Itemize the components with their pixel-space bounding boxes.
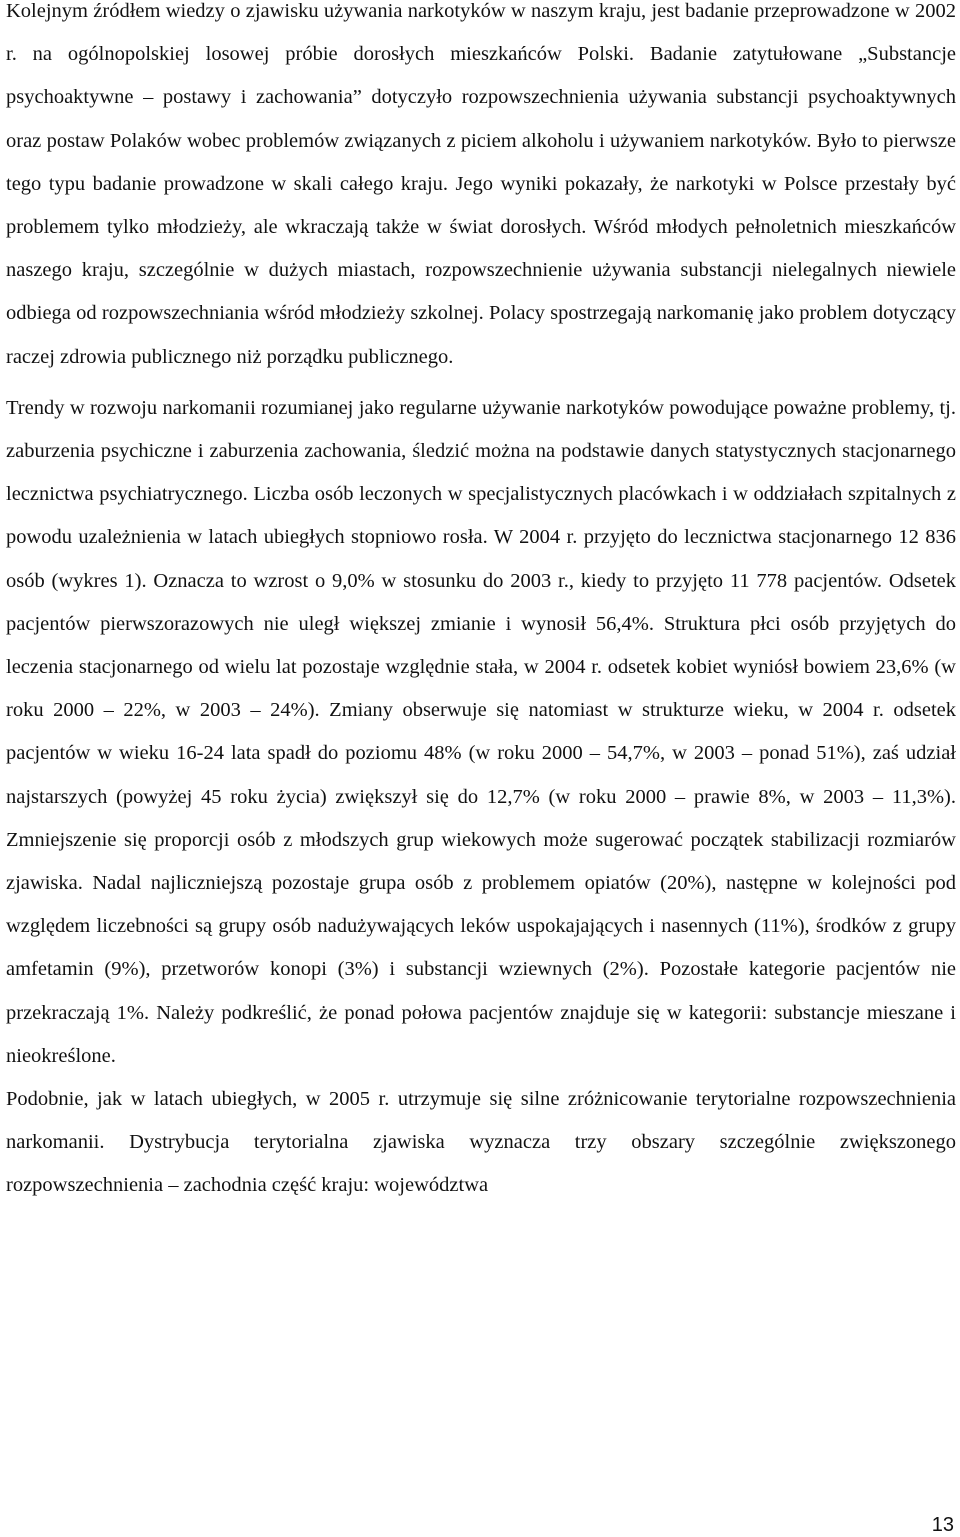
page-number: 13 (931, 1514, 954, 1536)
document-page (6, 0, 956, 1208)
paragraph-drug-survey: Kolejnym źródłem wiedzy o zjawisku używania narkotyków w naszym kraju, jest badanie przeprowadzone w 2002 r. na ogólnopolskiej losowej próbie dorosłych mieszkańców Polski. Badanie zatytułowane „Substancje psychoaktywne – postawy i zachowania” dotyczyło rozpowszechnienia używania substancji psychoaktywnych oraz postaw Polaków wobec problemów związanych z piciem alkoholu i używaniem narkotyków. Było to pierwsze tego typu badanie prowadzone w skali całego kraju. Jego wyniki pokazały, że narkotyki w Polsce przestały być problemem tylko młodzieży, ale wkraczają także w świat dorosłych. Wśród młodych pełnoletnich mieszkańców naszego kraju, szczególnie w dużych miastach, rozpowszechnienie używania substancji nielegalnych niewiele odbiega od rozpowszechniania wśród młodzieży szkolnej. Polacy spostrzegają narkomanię jako problem dotyczący raczej zdrowia publicznego niż porządku publicznego. (6, 0, 956, 368)
paragraph-treatment-trends: Trendy w rozwoju narkomanii rozumianej jako regularne używanie narkotyków powodujące poważne problemy, tj. zaburzenia psychiczne i zaburzenia zachowania, śledzić można na podstawie danych statystycznych stacjonarnego lecznictwa psychiatrycznego. Liczba osób leczonych w specjalistycznych placówkach i w oddziałach szpitalnych z powodu uzależnienia w latach ubiegłych stopniowo rosła. W 2004 r. przyjęto do lecznictwa stacjonarnego 12 836 osób (wykres 1). Oznacza to wzrost o 9,0% w stosunku do 2003 r., kiedy to przyjęto 11 778 pacjentów. Odsetek pacjentów pierwszorazowych nie uległ większej zmianie i wynosił 56,4%. Struktura płci osób przyjętych do leczenia stacjonarnego od wielu lat pozostaje względnie stała, w 2004 r. odsetek kobiet wyniósł bowiem 23,6% (w roku 2000 – 22%, w 2003 – 24%). Zmiany obserwuje się natomiast w strukturze wieku, w 2004 r. odsetek pacjentów w wieku 16-24 lata spadł do poziomu 48% (w roku 2000 – 54,7%, w 2003 – ponad 51%), zaś udział najstarszych (powyżej 45 roku życia) zwiększył się do 12,7% (w roku 2000 – prawie 8%, w 2003 – 11,3%). Zmniejszenie się proporcji osób z młodszych grup wiekowych może sugerować początek stabilizacji rozmiarów zjawiska. Nadal najliczniejszą pozostaje grupa osób z problemem opiatów (20%), następne w kolejności pod względem liczebności są grupy osób nadużywających leków uspokajających i nasennych (11%), środków z grupy amfetamin (9%), przetworów konopi (3%) i substancji wziewnych (2%). Pozostałe kategorie pacjentów nie przekraczają 1%. Należy podkreślić, że ponad połowa pacjentów znajduje się w kategorii: substancje mieszane i nieokreślone. (6, 396, 956, 1067)
paragraph-territorial-distribution: Podobnie, jak w latach ubiegłych, w 2005 r. utrzymuje się silne zróżnicowanie terytorialne rozpowszechnienia narkomanii. Dystrybucja terytorialna zjawiska wyznacza trzy obszary szczególnie zwiększonego rozpowszechnienia – zachodnia część kraju: województwa (6, 1088, 956, 1197)
